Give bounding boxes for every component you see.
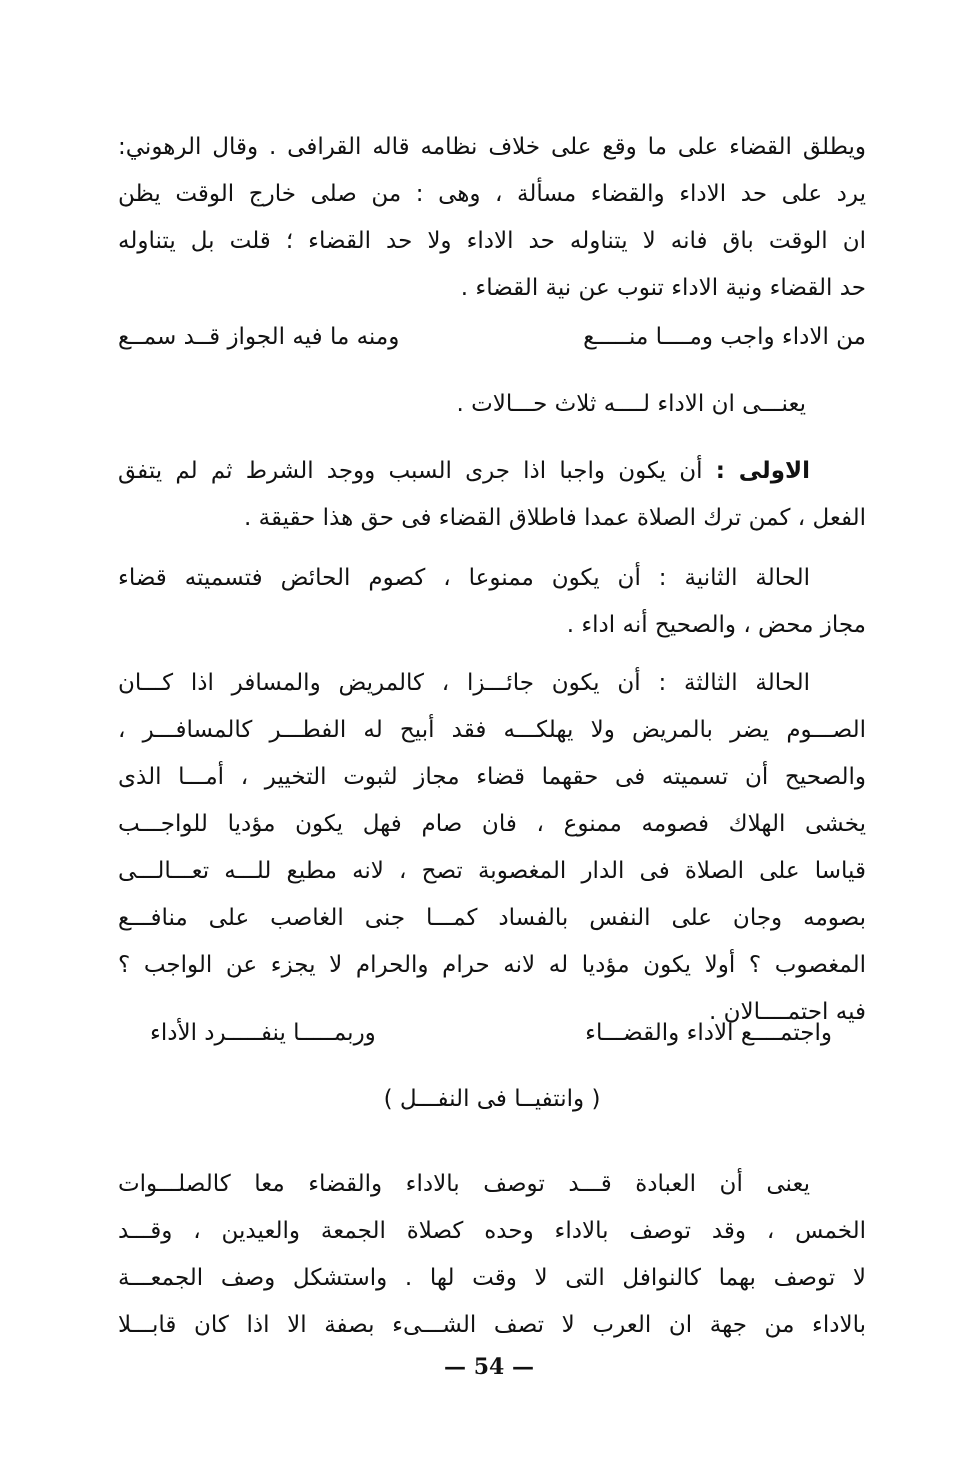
text-line: بالاداء من جهة ان العرب لا تصف الشـــىء بصفة الا اذا كان قابـــلا bbox=[118, 1312, 866, 1338]
text-line: الصـــوم يضر بالمريض ولا يهلكـــه فقد أبيح له الفطـــر كالمسافـــر ، bbox=[118, 717, 866, 743]
text-line: يعنى أن العبادة قـــد توصف بالاداء والقضاء معا كالصلـــوات bbox=[118, 1171, 810, 1197]
text-line: ان الوقت باق فانه لا يتناوله حد الاداء ولا حد القضاء ؛ قلت بل يتناوله bbox=[118, 228, 866, 254]
verse-2-right-hemistich: واجتمــــع الاداء والقضـــاء bbox=[585, 1020, 832, 1046]
state-1-text: أن يكون واجبا اذا جرى السبب ووجد الشرط ثم لم يتفق bbox=[118, 458, 703, 484]
text-line bbox=[118, 448, 866, 495]
text-line: الفعل ، كمن ترك الصلاة عمدا فاطلاق القضاء فى حق هذا حقيقة . bbox=[243, 505, 866, 531]
verse-1-right-hemistich: من الاداء واجب ومــــا منـــــع bbox=[583, 324, 866, 350]
gloss-three-states: يعنـــى ان الاداء لــــه ثلاث حـــالات . bbox=[456, 391, 806, 417]
text-line: قياسا على الصلاة فى الدار المغصوبة تصح ، لانه مطيع للـــه تعـــالـــى bbox=[118, 858, 866, 884]
verse-2-left-hemistich: وربمـــــا ينفـــــرد الأداء bbox=[150, 1020, 376, 1046]
text-line: الحالة الثالثة : أن يكون جائـــزا ، كالمريض والمسافر اذا كـــان bbox=[118, 670, 810, 696]
text-line: الخمس ، وقد توصف بالاداء وحده كصلاة الجمعة والعيدين ، وقـــد bbox=[118, 1218, 866, 1244]
paragraph-state-1 bbox=[118, 448, 866, 542]
text-line: والصحيح أن تسميته فى حقهما قضاء مجاز لثبوت التخيير ، أمـــا الذى bbox=[118, 764, 866, 790]
text-line: حد القضاء ونية الاداء تنوب عن نية القضاء . bbox=[460, 275, 866, 301]
text-line: المغصوب ؟ أولا يكون مؤديا له لانه حرام والحرام لا يجزء عن الواجب ؟ bbox=[118, 952, 866, 978]
text-line: لا توصف بهما كالنوافل التى لا وقت لها . واستشكل وصف الجمعـــة bbox=[118, 1265, 866, 1291]
paragraph-state-3 bbox=[118, 660, 866, 1036]
text-line: فيه احتمــــالان . bbox=[708, 999, 866, 1025]
text-line: مجاز محض ، والصحيح أنه اداء . bbox=[566, 612, 866, 638]
text-line: يرد على حد الاداء والقضاء مسألة ، وهى : من صلى خارج الوقت يظن bbox=[118, 181, 866, 207]
page-number: — 54 — bbox=[444, 1354, 534, 1380]
paragraph-worship-description bbox=[118, 1161, 866, 1349]
text-line: يخشى الهلاك فصومه ممنوع ، فان صام فهل يكون مؤديا للواجـــب bbox=[118, 811, 866, 837]
state-1-label: الاولى : bbox=[715, 458, 811, 484]
verse-1-left-hemistich: ومنه ما فيه الجواز قــد سمــع bbox=[118, 324, 400, 350]
text-line: ويطلق القضاء على ما وقع على خلاف نظامه قاله القرافى . وقال الرهوني: bbox=[118, 134, 866, 160]
text-line: بصومه وجان على النفس بالفساد كمـــا جنى الغاصب على منافـــع bbox=[118, 905, 866, 931]
text-line: الحالة الثانية : أن يكون ممنوعا ، كصوم الحائض فتسميته قضاء bbox=[118, 565, 810, 591]
paragraph-state-2 bbox=[118, 555, 866, 649]
verse-2-second-line: ( وانتفيــا فى النفـــل ) bbox=[383, 1086, 601, 1112]
paragraph-definition-qada bbox=[118, 124, 866, 312]
